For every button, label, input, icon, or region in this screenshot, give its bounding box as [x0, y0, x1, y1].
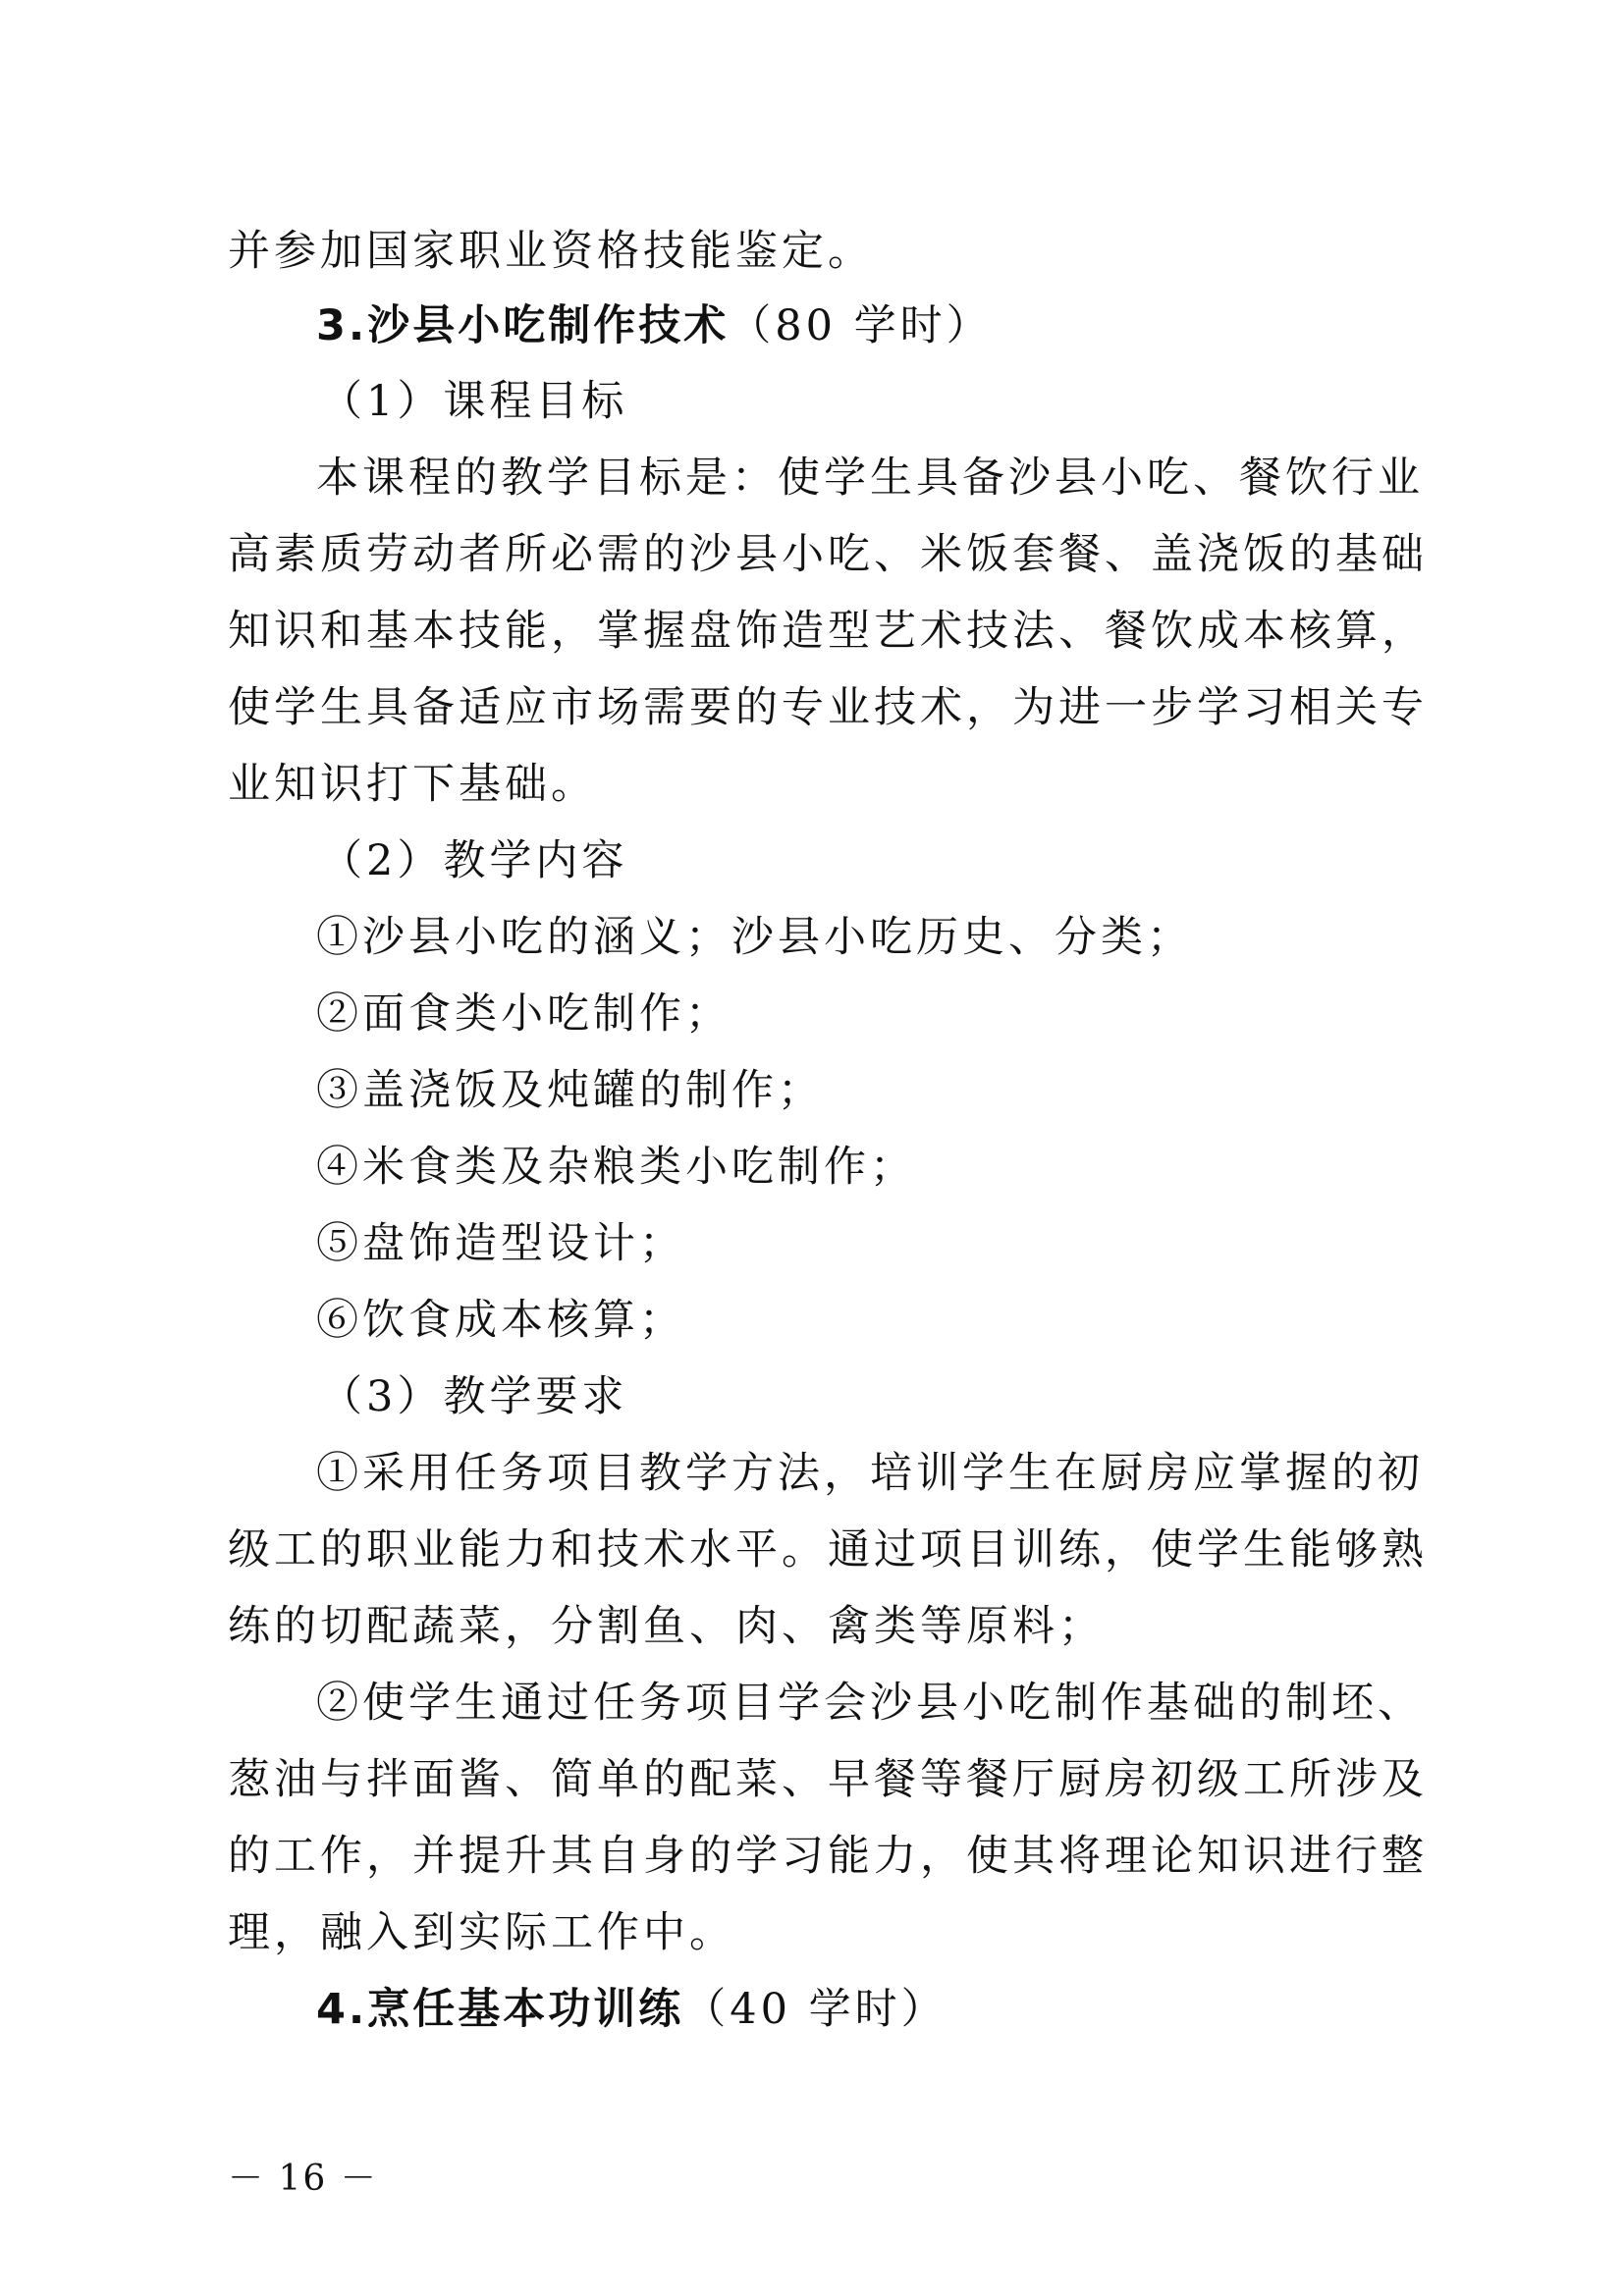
paragraph-line: 使学生具备适应市场需要的专业技术，为进一步学习相关专 [228, 683, 1428, 732]
list-item: ④米食类及杂粮类小吃制作； [316, 1143, 916, 1192]
heading-number: 4. [316, 1985, 368, 2034]
section-heading-4 [316, 1982, 1475, 2037]
paragraph-line: 的工作，并提升其自身的学习能力，使其将理论知识进行整 [228, 1832, 1428, 1881]
heading-hours: （40 学时） [683, 1985, 947, 2034]
paragraph-line: 葱油与拌面酱、简单的配菜、早餐等餐厅厨房初级工所涉及 [228, 1755, 1428, 1804]
paragraph-line: 并参加国家职业资格技能鉴定。 [228, 227, 874, 276]
paragraph-line: 练的切配蔬菜，分割鱼、肉、禽类等原料； [228, 1602, 1105, 1651]
list-item: ⑤盘饰造型设计； [316, 1219, 685, 1268]
heading-title: 烹任基本功训练 [367, 1985, 684, 2034]
page-number: － 16 － [228, 2159, 378, 2199]
paragraph-line: 业知识打下基础。 [228, 760, 597, 809]
paragraph-line: 知识和基本技能，掌握盘饰造型艺术技法、餐饮成本核算， [228, 607, 1428, 656]
paragraph-line: ②使学生通过任务项目学会沙县小吃制作基础的制坯、 [316, 1679, 1424, 1728]
subheading-course-goal: （1）课程目标 [320, 377, 628, 426]
list-item: ①沙县小吃的涵义；沙县小吃历史、分类； [316, 913, 1193, 962]
list-item: ⑥饮食成本核算； [316, 1296, 685, 1345]
subheading-teaching-requirements: （3）教学要求 [320, 1372, 628, 1421]
paragraph-line: 高素质劳动者所必需的沙县小吃、米饭套餐、盖浇饭的基础 [228, 530, 1428, 579]
heading-number: 3. [316, 301, 368, 350]
paragraph-line: 理，融入到实际工作中。 [228, 1908, 735, 1957]
heading-title: 沙县小吃制作技术 [367, 301, 730, 350]
list-item: ③盖浇饭及炖罐的制作； [316, 1066, 824, 1115]
paragraph-line: 本课程的教学目标是：使学生具备沙县小吃、餐饮行业 [316, 454, 1424, 503]
section-heading-3 [316, 298, 1475, 353]
heading-hours: （80 学时） [729, 301, 993, 350]
paragraph-line: ①采用任务项目教学方法，培训学生在厨房应掌握的初 [316, 1449, 1424, 1498]
subheading-teaching-content: （2）教学内容 [320, 836, 628, 885]
paragraph-line: 级工的职业能力和技术水平。通过项目训练，使学生能够熟 [228, 1525, 1428, 1575]
list-item: ②面食类小吃制作； [316, 989, 731, 1039]
